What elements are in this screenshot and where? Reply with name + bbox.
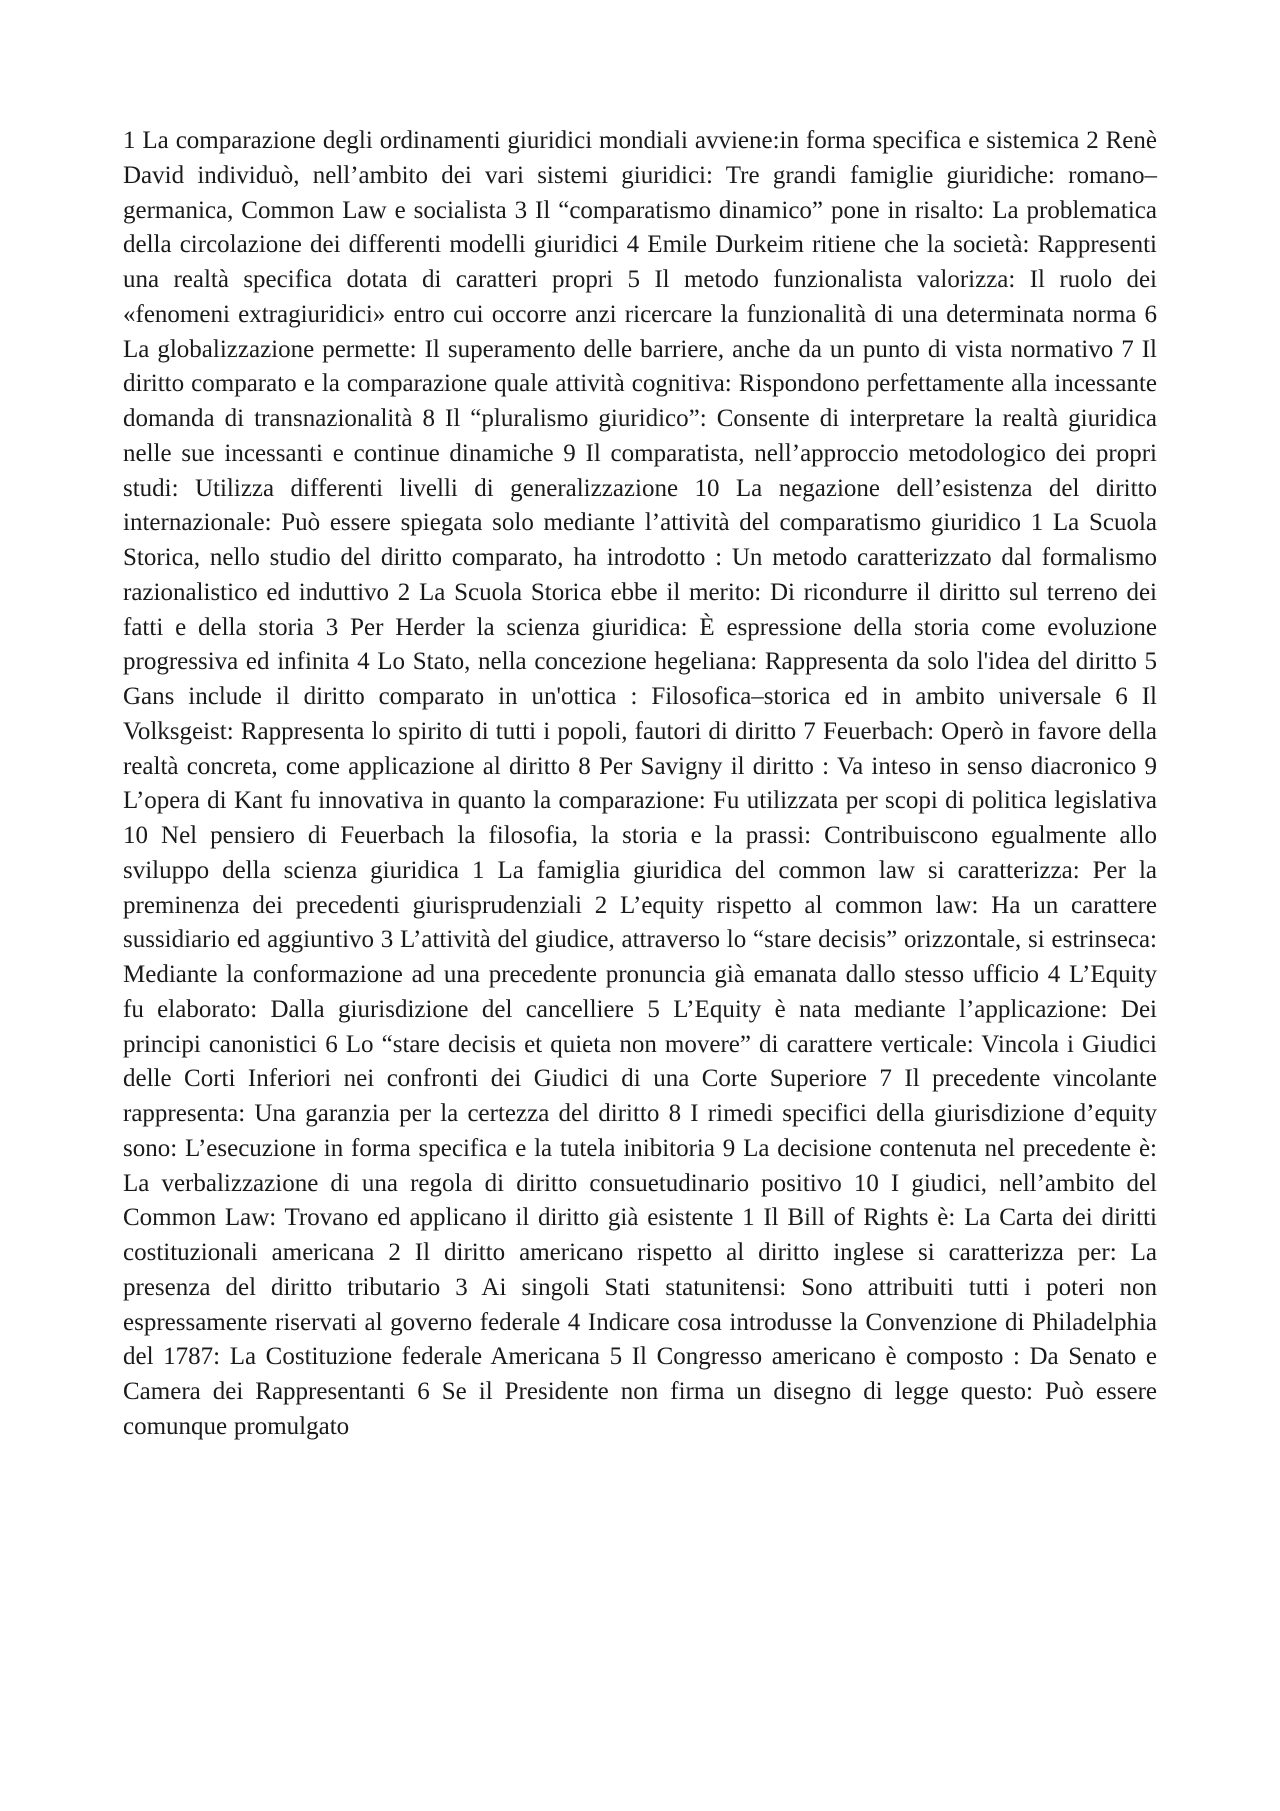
- body-paragraph: 1 La comparazione degli ordinamenti giuridici mondiali avviene:in forma specifica e sistemica 2 Renè David individuò, nell’ambito dei vari sistemi giuridici: Tre grandi famiglie giuridiche: romano–germanica, Common Law e socialista 3 Il “comparatismo dinamico” pone in risalto: La problematica della circolazione dei differenti modelli giuridici 4 Emile Durkeim ritiene che la società: Rappresenti una realtà specifica dotata di caratteri propri 5 Il metodo funzionalista valorizza: Il ruolo dei «fenomeni extragiuridici» entro cui occorre anzi ricercare la funzionalità di una determinata norma 6 La globalizzazione permette: Il superamento delle barriere, anche da un punto di vista normativo 7 Il diritto comparato e la comparazione quale attività cognitiva: Rispondono perfettamente alla incessante domanda di transnazionalità 8 Il “pluralismo giuridico”: Consente di interpretare la realtà giuridica nelle sue incessanti e continue dinamiche 9 Il comparatista, nell’approccio metodologico dei propri studi: Utilizza differenti livelli di generalizzazione 10 La negazione dell’esistenza del diritto internazionale: Può essere spiegata solo mediante l’attività del comparatismo giuridico 1 La Scuola Storica, nello studio del diritto comparato, ha introdotto : Un metodo caratterizzato dal formalismo razionalistico ed induttivo 2 La Scuola Storica ebbe il merito: Di ricondurre il diritto sul terreno dei fatti e della storia 3 Per Herder la scienza giuridica: È espressione della storia come evoluzione progressiva ed infinita 4 Lo Stato, nella concezione hegeliana: Rappresenta da solo l'idea del diritto 5 Gans include il diritto comparato in un'ottica : Filosofica–storica ed in ambito universale 6 Il Volksgeist: Rappresenta lo spirito di tutti i popoli, fautori di diritto 7 Feuerbach: Operò in favore della realtà concreta, come applicazione al diritto 8 Per Savigny il diritto : Va inteso in senso diacronico 9 L’opera di Kant fu innovativa in quanto la comparazione: Fu utilizzata per scopi di politica legislativa 10 Nel pensiero di Feuerbach la filosofia, la storia e la prassi: Contribuiscono egualmente allo sviluppo della scienza giuridica 1 La famiglia giuridica del common law si caratterizza: Per la preminenza dei precedenti giurisprudenziali 2 L’equity rispetto al common law: Ha un carattere sussidiario ed aggiuntivo 3 L’attività del giudice, attraverso lo “stare decisis” orizzontale, si estrinseca: Mediante la conformazione ad una precedente pronuncia già emanata dallo stesso ufficio 4 L’Equity fu elaborato: Dalla giurisdizione del cancelliere 5 L’Equity è nata mediante l’applicazione: Dei principi canonistici 6 Lo “stare decisis et quieta non movere” di carattere verticale: Vincola i Giudici delle Corti Inferiori nei confronti dei Giudici di una Corte Superiore 7 Il precedente vincolante rappresenta: Una garanzia per la certezza del diritto 8 I rimedi specifici della giurisdizione d’equity sono: L’esecuzione in forma specifica e la tutela inibitoria 9 La decisione contenuta nel precedente è: La verbalizzazione di una regola di diritto consuetudinario positivo 10 I giudici, nell’ambito del Common Law: Trovano ed applicano il diritto già esistente 1 Il Bill of Rights è: La Carta dei diritti costituzionali americana 2 Il diritto americano rispetto al diritto inglese si caratterizza per: La presenza del diritto tributario 3 Ai singoli Stati statunitensi: Sono attribuiti tutti i poteri non espressamente riservati al governo federale 4 Indicare cosa introdusse la Convenzione di Philadelphia del 1787: La Costituzione federale Americana 5 Il Congresso americano è composto : Da Senato e Camera dei Rappresentanti 6 Se il Presidente non firma un disegno di legge questo: Può essere comunque promulgato: [123, 127, 1157, 1440]
